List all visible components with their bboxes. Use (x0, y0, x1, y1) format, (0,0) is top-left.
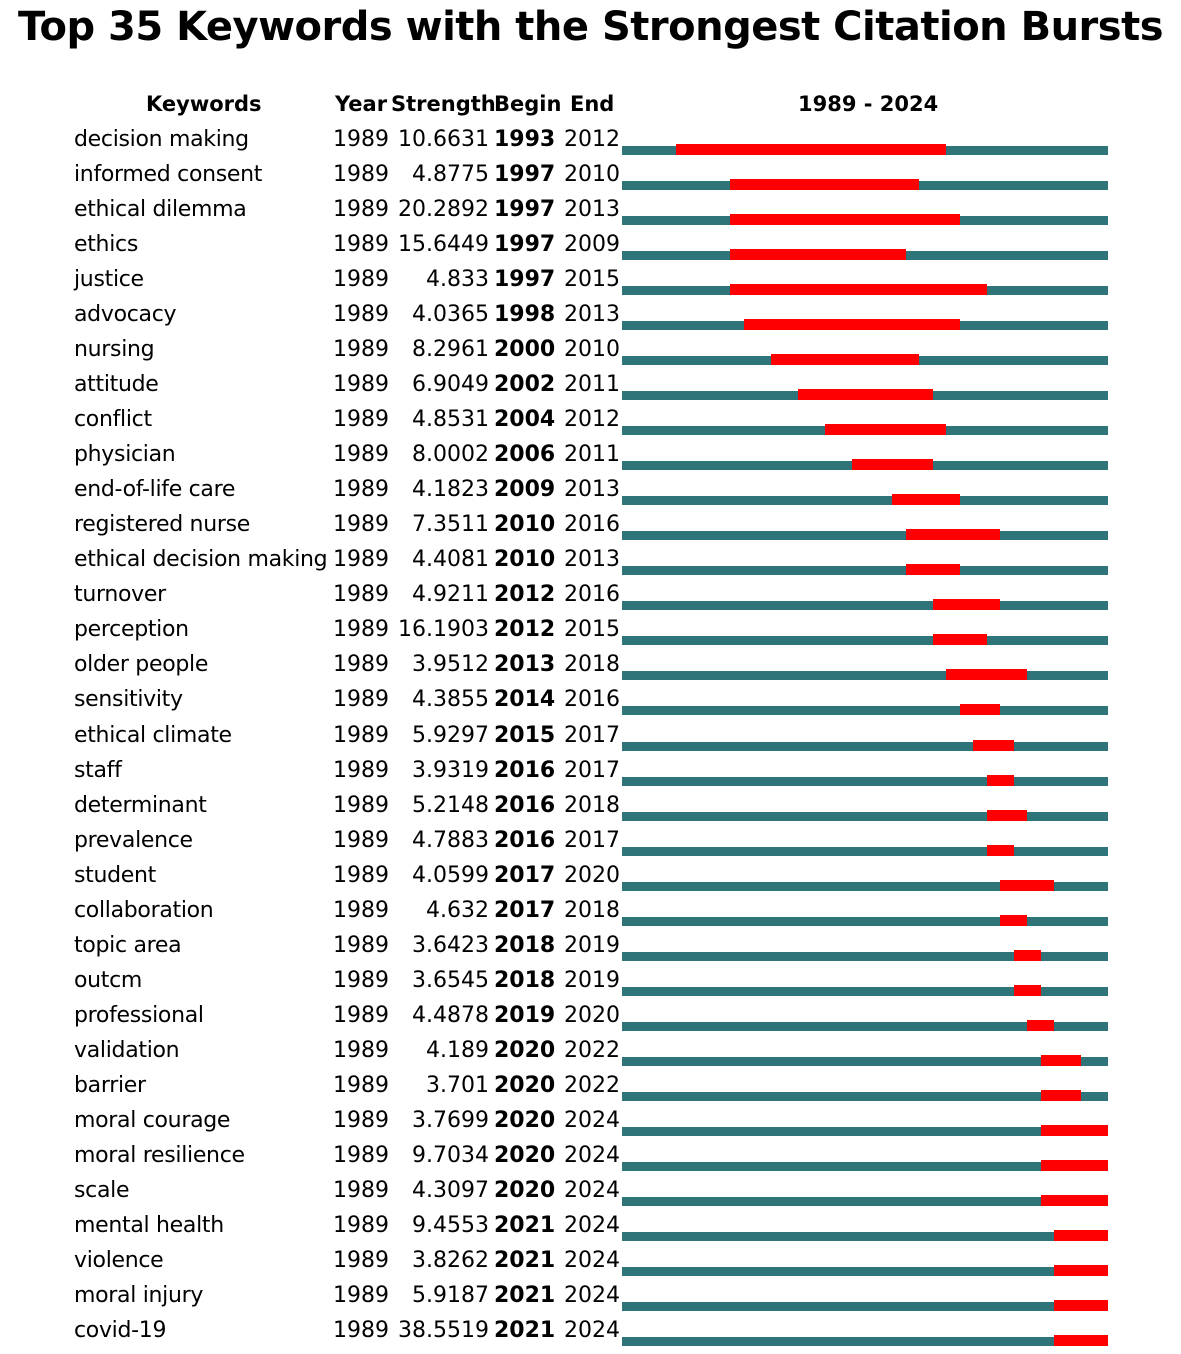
timeline-bar (622, 1162, 1108, 1171)
burst-segment (1054, 1265, 1108, 1276)
strength-value: 38.5519 (398, 1318, 489, 1344)
strength-value: 3.6423 (412, 932, 489, 958)
burst-segment (1000, 880, 1054, 891)
year-value: 1989 (333, 722, 389, 748)
end-value: 2024 (564, 1282, 620, 1308)
keyword-label: end-of-life care (74, 477, 236, 503)
strength-value: 4.4081 (412, 547, 489, 573)
year-value: 1989 (333, 337, 389, 363)
keyword-label: professional (74, 1002, 204, 1028)
end-value: 2018 (564, 652, 620, 678)
strength-value: 3.6545 (412, 967, 489, 993)
keyword-label: older people (74, 652, 209, 678)
begin-value: 1997 (494, 267, 556, 293)
timeline-bar (622, 847, 1108, 856)
chart-title: Top 35 Keywords with the Strongest Citation Bursts (17, 4, 1164, 50)
timeline-bar (622, 1267, 1108, 1276)
year-value: 1989 (333, 932, 389, 958)
strength-value: 6.9049 (412, 372, 489, 398)
header-end: End (570, 92, 615, 116)
begin-value: 2020 (494, 1072, 556, 1098)
end-value: 2024 (564, 1212, 620, 1238)
burst-segment (1014, 950, 1041, 961)
end-value: 2009 (564, 232, 620, 258)
year-value: 1989 (333, 1037, 389, 1063)
burst-segment (906, 529, 1001, 540)
timeline-bar (622, 1302, 1108, 1311)
timeline-bar (622, 812, 1108, 821)
year-value: 1989 (333, 442, 389, 468)
begin-value: 2018 (494, 967, 556, 993)
begin-value: 2004 (494, 407, 556, 433)
burst-segment (987, 775, 1014, 786)
end-value: 2013 (564, 197, 620, 223)
keyword-label: advocacy (74, 302, 177, 328)
strength-value: 4.189 (426, 1037, 489, 1063)
burst-segment (1000, 915, 1027, 926)
begin-value: 2020 (494, 1037, 556, 1063)
strength-value: 5.9187 (412, 1282, 489, 1308)
burst-segment (933, 634, 987, 645)
keyword-label: validation (74, 1037, 180, 1063)
begin-value: 1997 (494, 232, 556, 258)
year-value: 1989 (333, 862, 389, 888)
end-value: 2020 (564, 1002, 620, 1028)
begin-value: 1997 (494, 162, 556, 188)
burst-segment (744, 319, 960, 330)
year-value: 1989 (333, 162, 389, 188)
strength-value: 4.3855 (412, 687, 489, 713)
keyword-label: mental health (74, 1212, 224, 1238)
keyword-label: student (74, 862, 157, 888)
begin-value: 2017 (494, 862, 556, 888)
burst-segment (1041, 1055, 1082, 1066)
strength-value: 5.2148 (412, 792, 489, 818)
end-value: 2018 (564, 897, 620, 923)
end-value: 2012 (564, 407, 620, 433)
end-value: 2012 (564, 127, 620, 152)
strength-value: 4.3097 (412, 1177, 489, 1203)
end-value: 2024 (564, 1318, 620, 1344)
begin-value: 2002 (494, 372, 556, 398)
year-value: 1989 (333, 512, 389, 538)
keyword-label: registered nurse (74, 512, 250, 538)
begin-value: 2018 (494, 932, 556, 958)
timeline-bar (622, 1232, 1108, 1241)
begin-value: 2021 (494, 1247, 556, 1273)
keyword-label: prevalence (74, 827, 193, 853)
timeline-bar (622, 1057, 1108, 1066)
timeline-bar (622, 636, 1108, 645)
year-value: 1989 (333, 197, 389, 223)
burst-segment (973, 740, 1014, 751)
keyword-label: moral resilience (74, 1142, 245, 1168)
end-value: 2013 (564, 302, 620, 328)
end-value: 2024 (564, 1142, 620, 1168)
year-value: 1989 (333, 967, 389, 993)
burst-segment (1041, 1160, 1109, 1171)
begin-value: 2016 (494, 792, 556, 818)
strength-value: 4.632 (426, 897, 489, 923)
burst-segment (676, 144, 946, 155)
burst-segment (730, 179, 919, 190)
end-value: 2019 (564, 967, 620, 993)
burst-segment (960, 704, 1001, 715)
begin-value: 2019 (494, 1002, 556, 1028)
keyword-label: moral injury (74, 1282, 204, 1308)
timeline-bar (622, 671, 1108, 680)
year-value: 1989 (333, 407, 389, 433)
year-value: 1989 (333, 897, 389, 923)
strength-value: 3.9319 (412, 757, 489, 783)
keyword-label: ethical dilemma (74, 197, 247, 223)
burst-segment (730, 214, 960, 225)
burst-segment (1027, 1020, 1054, 1031)
strength-value: 20.2892 (398, 197, 489, 223)
strength-value: 15.6449 (398, 232, 489, 258)
end-value: 2011 (564, 442, 620, 468)
end-value: 2024 (564, 1107, 620, 1133)
header-year: Year (335, 92, 388, 116)
burst-segment (1041, 1195, 1109, 1206)
begin-value: 2009 (494, 477, 556, 503)
strength-value: 9.7034 (412, 1142, 489, 1168)
year-value: 1989 (333, 477, 389, 503)
burst-segment (771, 354, 920, 365)
strength-value: 4.0365 (412, 302, 489, 328)
strength-value: 4.7883 (412, 827, 489, 853)
end-value: 2017 (564, 722, 620, 748)
keyword-label: attitude (74, 372, 159, 398)
burst-segment (906, 564, 960, 575)
timeline-bar (622, 706, 1108, 715)
end-value: 2022 (564, 1037, 620, 1063)
timeline-bar (622, 601, 1108, 610)
begin-value: 2015 (494, 722, 556, 748)
keyword-label: justice (74, 267, 144, 293)
strength-value: 3.8262 (412, 1247, 489, 1273)
begin-value: 2000 (494, 337, 556, 363)
year-value: 1989 (333, 372, 389, 398)
strength-value: 4.8775 (412, 162, 489, 188)
header-begin: Begin (494, 92, 562, 116)
begin-value: 2021 (494, 1212, 556, 1238)
begin-value: 2020 (494, 1142, 556, 1168)
year-value: 1989 (333, 652, 389, 678)
keyword-label: covid-19 (74, 1318, 167, 1344)
strength-value: 10.6631 (398, 127, 489, 152)
strength-value: 8.0002 (412, 442, 489, 468)
year-value: 1989 (333, 792, 389, 818)
burst-segment (946, 669, 1027, 680)
end-value: 2015 (564, 617, 620, 643)
strength-value: 3.7699 (412, 1107, 489, 1133)
end-value: 2018 (564, 792, 620, 818)
year-value: 1989 (333, 547, 389, 573)
year-value: 1989 (333, 1107, 389, 1133)
begin-value: 2021 (494, 1318, 556, 1344)
year-value: 1989 (333, 827, 389, 853)
strength-value: 7.3511 (412, 512, 489, 538)
year-value: 1989 (333, 1072, 389, 1098)
keyword-label: determinant (74, 792, 207, 818)
year-value: 1989 (333, 687, 389, 713)
begin-value: 2006 (494, 442, 556, 468)
keyword-label: ethical decision making (74, 547, 328, 573)
keyword-label: violence (74, 1247, 164, 1273)
burst-segment (730, 249, 906, 260)
timeline-bar (622, 742, 1108, 751)
year-value: 1989 (333, 1318, 389, 1344)
burst-segment (1014, 985, 1041, 996)
burst-segment (1054, 1300, 1108, 1311)
year-value: 1989 (333, 1247, 389, 1273)
begin-value: 1993 (494, 127, 556, 152)
begin-value: 2014 (494, 687, 556, 713)
keyword-label: collaboration (74, 897, 214, 923)
begin-value: 2020 (494, 1107, 556, 1133)
end-value: 2015 (564, 267, 620, 293)
year-value: 1989 (333, 127, 389, 152)
begin-value: 2012 (494, 582, 556, 608)
year-value: 1989 (333, 1282, 389, 1308)
begin-value: 2020 (494, 1177, 556, 1203)
keyword-label: nursing (74, 337, 155, 363)
strength-value: 9.4553 (412, 1212, 489, 1238)
timeline-bar (622, 531, 1108, 540)
year-value: 1989 (333, 1002, 389, 1028)
end-value: 2016 (564, 512, 620, 538)
burst-segment (987, 810, 1028, 821)
end-value: 2024 (564, 1247, 620, 1273)
end-value: 2011 (564, 372, 620, 398)
burst-segment (933, 599, 1001, 610)
begin-value: 2017 (494, 897, 556, 923)
burst-segment (730, 284, 987, 295)
strength-value: 4.4878 (412, 1002, 489, 1028)
begin-value: 2021 (494, 1282, 556, 1308)
keyword-label: conflict (74, 407, 152, 433)
strength-value: 4.0599 (412, 862, 489, 888)
year-value: 1989 (333, 302, 389, 328)
burst-segment (892, 494, 960, 505)
begin-value: 2012 (494, 617, 556, 643)
begin-value: 2010 (494, 512, 556, 538)
burst-segment (1041, 1090, 1082, 1101)
end-value: 2016 (564, 687, 620, 713)
end-value: 2019 (564, 932, 620, 958)
keyword-label: outcm (74, 967, 143, 993)
year-value: 1989 (333, 267, 389, 293)
strength-value: 3.9512 (412, 652, 489, 678)
timeline-bar (622, 1127, 1108, 1136)
end-value: 2010 (564, 162, 620, 188)
timeline-bar (622, 1092, 1108, 1101)
end-value: 2022 (564, 1072, 620, 1098)
keyword-label: staff (74, 757, 122, 783)
end-value: 2010 (564, 337, 620, 363)
end-value: 2017 (564, 827, 620, 853)
year-value: 1989 (333, 1142, 389, 1168)
year-value: 1989 (333, 757, 389, 783)
keyword-label: decision making (74, 127, 249, 152)
keyword-label: ethical climate (74, 722, 232, 748)
strength-value: 4.1823 (412, 477, 489, 503)
begin-value: 2016 (494, 827, 556, 853)
year-value: 1989 (333, 1212, 389, 1238)
burst-segment (987, 845, 1014, 856)
keyword-label: barrier (74, 1072, 146, 1098)
begin-value: 2013 (494, 652, 556, 678)
keyword-label: physician (74, 442, 176, 468)
year-value: 1989 (333, 582, 389, 608)
keyword-label: ethics (74, 232, 138, 258)
begin-value: 1997 (494, 197, 556, 223)
keyword-label: scale (74, 1177, 130, 1203)
strength-value: 4.9211 (412, 582, 489, 608)
end-value: 2013 (564, 477, 620, 503)
strength-value: 5.9297 (412, 722, 489, 748)
burst-segment (1054, 1335, 1108, 1346)
timeline-bar (622, 1197, 1108, 1206)
year-value: 1989 (333, 1177, 389, 1203)
timeline-bar (622, 1337, 1108, 1346)
keyword-label: sensitivity (74, 687, 183, 713)
begin-value: 1998 (494, 302, 556, 328)
burst-segment (1054, 1230, 1108, 1241)
header-keywords: Keywords (146, 92, 262, 116)
burst-segment (798, 389, 933, 400)
year-value: 1989 (333, 617, 389, 643)
keyword-label: moral courage (74, 1107, 231, 1133)
burst-segment (825, 424, 947, 435)
burst-segment (1041, 1125, 1109, 1136)
keyword-label: topic area (74, 932, 182, 958)
strength-value: 16.1903 (398, 617, 489, 643)
end-value: 2024 (564, 1177, 620, 1203)
burst-segment (852, 459, 933, 470)
timeline-bar (622, 777, 1108, 786)
strength-value: 3.701 (426, 1072, 489, 1098)
strength-value: 4.833 (426, 267, 489, 293)
keyword-label: informed consent (74, 162, 263, 188)
begin-value: 2010 (494, 547, 556, 573)
begin-value: 2016 (494, 757, 556, 783)
strength-value: 8.2961 (412, 337, 489, 363)
keyword-label: turnover (74, 582, 166, 608)
year-value: 1989 (333, 232, 389, 258)
timeline-bar (622, 496, 1108, 505)
timeline-bar (622, 566, 1108, 575)
end-value: 2020 (564, 862, 620, 888)
timeline-bar (622, 917, 1108, 926)
end-value: 2016 (564, 582, 620, 608)
keyword-label: perception (74, 617, 189, 643)
strength-value: 4.8531 (412, 407, 489, 433)
end-value: 2013 (564, 547, 620, 573)
end-value: 2017 (564, 757, 620, 783)
header-strength: Strength (391, 92, 496, 116)
header-timeline: 1989 - 2024 (798, 92, 939, 116)
